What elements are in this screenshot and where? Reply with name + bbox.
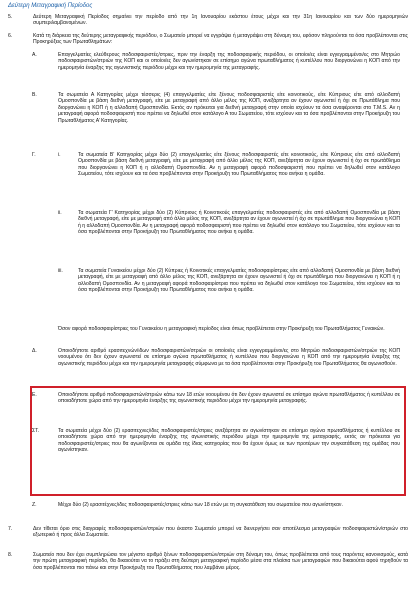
- subclause-d: [32, 348, 400, 382]
- clause-number: 8.: [8, 552, 13, 558]
- section-heading: Δεύτερη Μεταγραφική Περίοδος: [8, 3, 93, 9]
- subclause-label: Γ.: [32, 152, 36, 158]
- subclause-text: Τα σωματεία Γυναικείου μέχρι δύο (2) Κύπριες ή Κοινοτικές επαγγελματίες ποδοσφαιρίστριες είτε από αλλοδαπή Ομοσπονδία με βάση διεθνή μεταγραφή, είτε με μεταγραφή από άλλο μέλος της ΚΟΠ, ανεξάρτητα αν έχουν αγωνιστεί ή όχι σε πρωτάθλημα που διοργανώνει η ΚΟΠ ή η αλλοδαπή Ομοσπονδία. Αν η μεταγραφή αφορά ποδοσφαιρίστρια που πρέπει να δηλωθεί στον κατάλογο του Σωματείου, τότε ισχύουν και τα όσα προβλέπονται στην Προκήρυξη του Πρωταθλήματος που ανήκει η ομάδα.: [78, 268, 400, 294]
- subclause-label: Β.: [32, 92, 37, 98]
- womens-note: Όσον αφορά ποδοσφαιρίστριες του Γυναικείου η μεταγραφική περίοδος είναι όπως προβλέπεται στην Προκήρυξη του Πρωταθλήματος Γυναικών.: [58, 326, 385, 332]
- subclause-text: Τα σωματεία Γ’ Κατηγορίας μέχρι δύο (2) Κύπριους ή Κοινοτικούς επαγγελματίες ποδοσφαιριστές είτε από αλλοδαπή Ομοσπονδία με βάση διεθνή μεταγραφή, είτε με μεταγραφή από άλλο μέλος της ΚΟΠ, ανεξάρτητα αν έχουν αγωνιστεί ή όχι σε πρωτάθλημα που διοργανώνει η ΚΟΠ ή η αλλοδαπή Ομοσπονδία. Αν η μεταγραφή αφορά ποδοσφαιριστή που πρέπει να δηλωθεί στον κατάλογο του Σωματείου, τότε ισχύουν και τα όσα προβλέπονται στην Προκήρυξη του Πρωταθλήματος που ανήκει η ομάδα.: [78, 210, 400, 236]
- subclause-text: Μέχρι δύο (2) ερασιτέχνες/ιδες ποδοσφαιριστές/στριες κάτω των 18 ετών με τη συγκατάθεση του σωματείου που αγωνίστηκαν.: [58, 502, 343, 508]
- subclause-e: [32, 392, 400, 420]
- clause-text: Κατά τη διάρκεια της δεύτερης μεταγραφικής περιόδου, ο Σωματείο μπορεί να εγγράψει ή μεταγράψει στη δύναμη του, εφόσον πληρούνται τα όσα προβλέπονται στις Προκηρύξεις των Πρωταθλημάτων:: [33, 33, 408, 46]
- subclause-text: Επαγγελματίες ελεύθερους ποδοσφαιριστές/στριες, πριν την έναρξη της ποδοσφαιρικής περιόδου, οι οποίοι/ες είναι εγγεγραμμένοι/ες στο Μητρώο ποδοσφαιριστών/στριών της ΚΟΠ και οι οποίοι/ες δεν αγωνίστηκαν σε επίσημο αγώνα πρωταθλήματος ή κυπέλλου που διοργανώνει η ΚΟΠ από την ημερομηνία έναρξης της αγωνιστικής περιόδου μέχρι και την ημερομηνία της μεταγραφής.: [58, 52, 400, 71]
- clause-6: [8, 33, 408, 47]
- subclause-text: Οποιοδήποτε αριθμό ποδοσφαιριστών/στριών κάτω των 18 ετών νοουμένου ότι δεν έχουν αγωνιστεί σε επίσημο αγώνα πρωταθλήματος ή κυπέλλου σε οποιαδήποτε χώρα από την ημερομηνία έναρξης της αγωνιστικής περιόδου μέχρι την ημερομηνία μεταγραφής.: [58, 392, 400, 405]
- subclause-label: Α.: [32, 52, 37, 58]
- subclause-g-ii: [58, 210, 400, 262]
- subclause-text: Οποιοδήποτε αριθμό ερασιτεχνών/ιδων ποδοσφαιριστών/στριών οι οποίοι/ες είναι εγγεγραμμένοι/ες στο Μητρώο ποδοσφαιριστών/στριών της ΚΟΠ νοουμένου ότι δεν έχουν αγωνιστεί σε επίσημο αγώνα πρωταθλήματος ή κυπέλλου που διοργανώνει η ΚΟΠ από την ημερομηνία έναρξης της αγωνιστικής περιόδου μέχρι και την ημερομηνία μεταγραφής σύμφωνα με τα όσα προβλέπονται στην Προκήρυξη του Πρωταθλήματος θα αγωνισθούν.: [58, 348, 400, 367]
- subclause-label: iii.: [58, 268, 63, 274]
- subclause-label: ΣΤ.: [32, 428, 40, 434]
- clause-number: 7.: [8, 526, 13, 532]
- subclause-g-i: [58, 152, 400, 204]
- subclause-label: ii.: [58, 210, 62, 216]
- clause-number: 5.: [8, 14, 13, 20]
- clause-7: [8, 526, 408, 540]
- clause-5: [8, 14, 408, 28]
- subclause-st: [32, 428, 400, 488]
- subclause-label: Ζ.: [32, 502, 37, 508]
- subclause-label: Δ.: [32, 348, 37, 354]
- subclause-label: i.: [58, 152, 61, 158]
- subclause-text: Τα σωματεία μέχρι δύο (2) ερασιτεχνες/ιδες ποδοσφαιριστές/στριες ανεξάρτητα αν αγωνίστηκαν σε επίσημο αγώνα πρωταθλήματος ή κυπέλλου σε οποιαδήποτε χώρα από την ημερομηνία έναρξης της αγωνιστικής περιόδου μέχρι την ημερομηνία της μεταγραφής, εκτός αν πρόκειται για ποδοσφαιριστές/στριες που θα αγωνίζονται σε ομάδα της ίδιας κατηγορίας που θα έχουν όμως εκ των προτέρων την συγκατάθεση της ομάδας που αγωνίστηκαν.: [58, 428, 400, 454]
- clause-text: Σωματείο που δεν έχει συμπληρώσει τον μέγιστο αριθμό ξένων ποδοσφαιριστών/στριών στη δύναμη του, όπως προβλέπεται από τους παρόντες κανονισμούς, κατά την πρώτη μεταγραφική περίοδο, θα δικαιούται να το πράξει στη δεύτερη μεταγραφική περίοδο μέσα στα πλαίσια των μεταγραφών που δικαιούται αφού τηρηθούν τα όσα προβλέπονται πιο πάνω και στην Προκήρυξη του Πρωταθλήματος που λαμβάνει μέρος.: [33, 552, 408, 571]
- subclause-text: Τα σωματεία Β’ Κατηγορίας μέχρι δύο (2) επαγγελματίες είτε ξένους ποδοσφαιριστές είτε κοινοτικούς, είτε Κύπριους είτε από αλλοδαπή Ομοσπονδία με βάση διεθνή μεταγραφή, είτε με μεταγραφή από άλλο μέλος της ΚΟΠ, ανεξάρτητα αν έχουν αγωνιστεί ή όχι σε πρωτάθλημα που διοργανώνει η ΚΟΠ ή η αλλοδαπή Ομοσπονδία. Αν η μεταγραφή αφορά ποδοσφαιριστή που πρέπει να δηλωθεί στον κατάλογο Σωματείου, τότε ισχύουν και τα όσα προβλέπονται στην Προκήρυξη του Πρωταθλήματος που ανήκει η ομάδα.: [78, 152, 400, 178]
- subclause-a: [32, 52, 400, 86]
- subclause-label: Ε.: [32, 392, 37, 398]
- subclause-b: [32, 92, 400, 144]
- subclause-g-iii: [58, 268, 400, 320]
- clause-text: Δεύτερη Μεταγραφική Περίοδος σημαίνει την περίοδο από την 1η Ιανουαρίου εκάστου έτους μέχρι και την 31η Ιανουαρίου και των δύο ημερομηνιών συμπεριλαμβανομένων.: [33, 14, 408, 27]
- subclause-text: Τα σωματεία Α Κατηγορίας μέχρι τέσσερις (4) επαγγελματίες είτε ξένους ποδοσφαιριστές είτε κοινοτικούς, είτε Κύπριους είτε από αλλοδαπή Ομοσπονδία με βάση διεθνή μεταγραφή, είτε με μεταγραφή από άλλο μέλος της ΚΟΠ, ανεξάρτητα αν έχουν αγωνιστεί ή όχι σε Πρωτάθλημα που διοργανώνει η ΚΟΠ ή η αλλοδαπή Ομοσπονδία. Εκτός αν πρόκειται για διεθνή μεταγραφή στην οποία ισχύουν τα όσα αναφέρονται στο Τ.Μ.S. Αν η μεταγραφή αφορά ποδοσφαιριστή που πρέπει να δηλωθεί στον κατάλογο Α του Σωματείου, τότε ισχύουν και τα όσα προβλέπονται στην Προκήρυξη του Πρωταθλήματος Α’ Κατηγορίας.: [58, 92, 400, 124]
- clause-8: [8, 552, 408, 592]
- clause-text: Δεν τίθεται όριο στις διαγραφές ποδοσφαιριστών/στριών που έκαστο Σωματείο μπορεί να διενεργήσει σαν αποτέλεσμα μεταγραφών ποδοσφαιριστών/στριών στο εξωτερικό ή προς άλλα Σωματεία.: [33, 526, 408, 539]
- subclause-z: [32, 502, 400, 516]
- clause-number: 6.: [8, 33, 13, 39]
